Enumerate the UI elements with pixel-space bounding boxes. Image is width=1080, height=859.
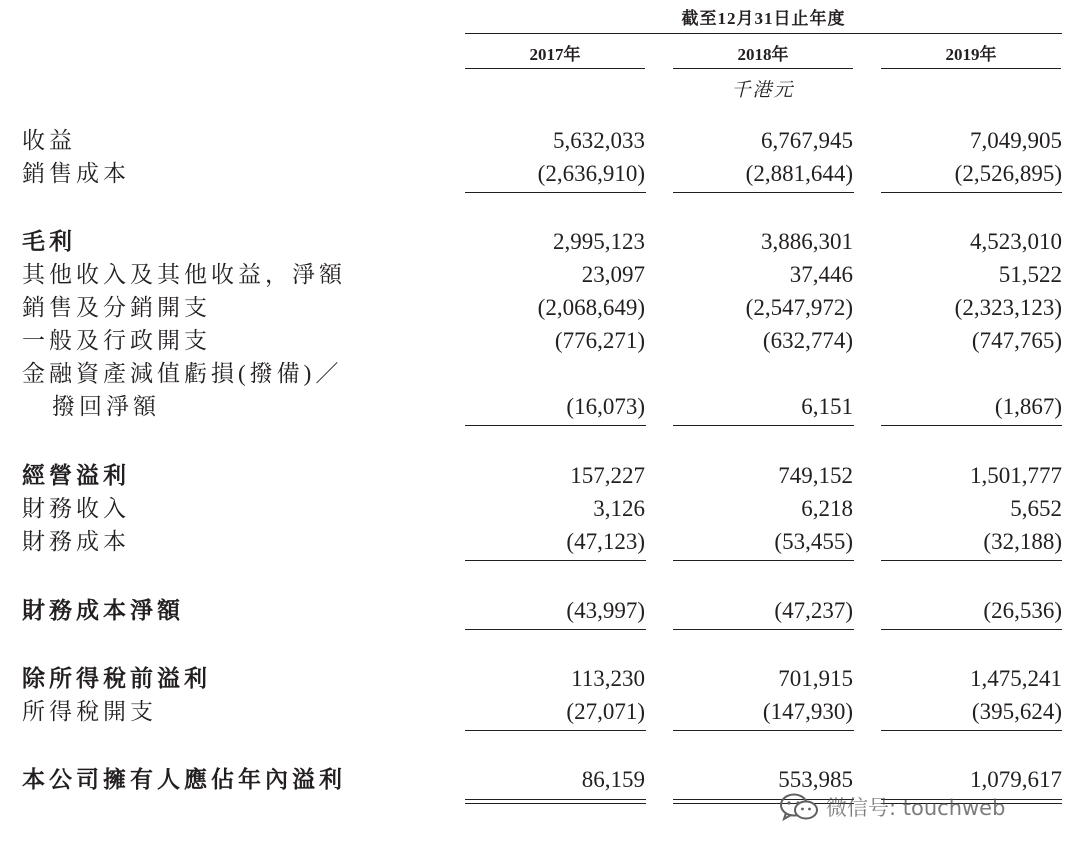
cell-gross-profit-2017: 2,995,123 bbox=[553, 229, 645, 254]
cell-income-tax-2018: (147,930) bbox=[762, 699, 853, 724]
cell-profit-before-tax-2019: 1,475,241 bbox=[970, 666, 1062, 691]
total-double-rule bbox=[465, 799, 646, 804]
cell-other-income-2017: 23,097 bbox=[581, 262, 645, 287]
row-label-other-income: 其他收入及其他收益，淨額 bbox=[22, 262, 346, 287]
row-label-profit-before-tax: 除所得稅前溢利 bbox=[22, 666, 211, 691]
cell-profit-before-tax-2017: 113,230 bbox=[571, 666, 645, 691]
unit-label: 千港元 bbox=[731, 80, 795, 101]
row-label-impairment: 金融資產減值虧損(撥備)／ bbox=[22, 361, 343, 386]
year-rule-2018 bbox=[673, 68, 853, 69]
watermark bbox=[778, 792, 1005, 822]
period-rule bbox=[465, 33, 1062, 34]
subtotal-rule bbox=[673, 425, 854, 426]
row-label-finance-costs: 財務成本 bbox=[22, 529, 130, 554]
cell-selling-expenses-2018: (2,547,972) bbox=[745, 295, 853, 320]
year-rule-2019 bbox=[881, 68, 1061, 69]
subtotal-rule bbox=[465, 629, 646, 630]
cell-profit-attributable-2017: 86,159 bbox=[581, 767, 645, 792]
subtotal-rule bbox=[881, 192, 1062, 193]
cell-cost-of-sales-2018: (2,881,644) bbox=[745, 161, 853, 186]
cell-gross-profit-2018: 3,886,301 bbox=[761, 229, 853, 254]
cell-finance-costs-2017: (47,123) bbox=[566, 529, 645, 554]
year-header-2019: 2019年 bbox=[945, 45, 997, 64]
row-label-net-finance-costs: 財務成本淨額 bbox=[22, 598, 184, 623]
cell-profit-attributable-2019: 1,079,617 bbox=[970, 767, 1062, 792]
cell-cost-of-sales-2019: (2,526,895) bbox=[954, 161, 1062, 186]
row-label-profit-attributable: 本公司擁有人應佔年內溢利 bbox=[22, 767, 346, 792]
cell-profit-attributable-2018: 553,985 bbox=[778, 767, 853, 792]
cell-impairment-2018: 6,151 bbox=[801, 394, 853, 419]
cell-operating-profit-2018: 749,152 bbox=[778, 463, 853, 488]
cell-finance-costs-2019: (32,188) bbox=[983, 529, 1062, 554]
cell-other-income-2019: 51,522 bbox=[998, 262, 1062, 287]
subtotal-rule bbox=[673, 730, 854, 731]
subtotal-rule bbox=[465, 730, 646, 731]
subtotal-rule bbox=[881, 730, 1062, 731]
row-label-operating-profit: 經營溢利 bbox=[22, 463, 130, 488]
cell-admin-expenses-2017: (776,271) bbox=[554, 328, 645, 353]
year-header-2018: 2018年 bbox=[737, 45, 789, 64]
cell-profit-before-tax-2018: 701,915 bbox=[778, 666, 853, 691]
subtotal-rule bbox=[673, 629, 854, 630]
subtotal-rule bbox=[673, 192, 854, 193]
period-header: 截至12月31日止年度 bbox=[681, 9, 846, 28]
wechat-icon bbox=[778, 792, 820, 822]
subtotal-rule bbox=[673, 560, 854, 561]
cell-net-finance-costs-2017: (43,997) bbox=[566, 598, 645, 623]
cell-impairment-2019: (1,867) bbox=[994, 394, 1062, 419]
cell-revenue-2017: 5,632,033 bbox=[553, 128, 645, 153]
cell-income-tax-2019: (395,624) bbox=[971, 699, 1062, 724]
cell-operating-profit-2019: 1,501,777 bbox=[970, 463, 1062, 488]
row-label-selling-expenses: 銷售及分銷開支 bbox=[22, 295, 211, 320]
subtotal-rule bbox=[881, 629, 1062, 630]
subtotal-rule bbox=[881, 560, 1062, 561]
row-label-gross-profit: 毛利 bbox=[22, 229, 76, 254]
cell-cost-of-sales-2017: (2,636,910) bbox=[537, 161, 645, 186]
subtotal-rule bbox=[465, 192, 646, 193]
cell-revenue-2019: 7,049,905 bbox=[970, 128, 1062, 153]
cell-income-tax-2017: (27,071) bbox=[566, 699, 645, 724]
row-label-finance-income: 財務收入 bbox=[22, 496, 130, 521]
row-label-revenue: 收益 bbox=[22, 128, 76, 153]
cell-revenue-2018: 6,767,945 bbox=[761, 128, 853, 153]
cell-gross-profit-2019: 4,523,010 bbox=[970, 229, 1062, 254]
row-label-impairment-line2: 撥回淨額 bbox=[52, 394, 160, 419]
cell-finance-costs-2018: (53,455) bbox=[774, 529, 853, 554]
cell-admin-expenses-2018: (632,774) bbox=[762, 328, 853, 353]
subtotal-rule bbox=[465, 425, 646, 426]
year-header-2017: 2017年 bbox=[529, 45, 581, 64]
cell-admin-expenses-2019: (747,765) bbox=[971, 328, 1062, 353]
subtotal-rule bbox=[465, 560, 646, 561]
cell-net-finance-costs-2019: (26,536) bbox=[983, 598, 1062, 623]
year-rule-2017 bbox=[465, 68, 645, 69]
cell-finance-income-2017: 3,126 bbox=[593, 496, 645, 521]
cell-finance-income-2019: 5,652 bbox=[1010, 496, 1062, 521]
cell-selling-expenses-2019: (2,323,123) bbox=[954, 295, 1062, 320]
cell-operating-profit-2017: 157,227 bbox=[570, 463, 645, 488]
row-label-admin-expenses: 一般及行政開支 bbox=[22, 328, 211, 353]
row-label-income-tax: 所得稅開支 bbox=[22, 699, 157, 724]
row-label-cost-of-sales: 銷售成本 bbox=[22, 161, 130, 186]
watermark-text: 微信号: touchweb bbox=[826, 796, 1006, 820]
cell-finance-income-2018: 6,218 bbox=[801, 496, 853, 521]
cell-selling-expenses-2017: (2,068,649) bbox=[537, 295, 645, 320]
cell-other-income-2018: 37,446 bbox=[789, 262, 853, 287]
subtotal-rule bbox=[881, 425, 1062, 426]
cell-net-finance-costs-2018: (47,237) bbox=[774, 598, 853, 623]
cell-impairment-2017: (16,073) bbox=[566, 394, 645, 419]
